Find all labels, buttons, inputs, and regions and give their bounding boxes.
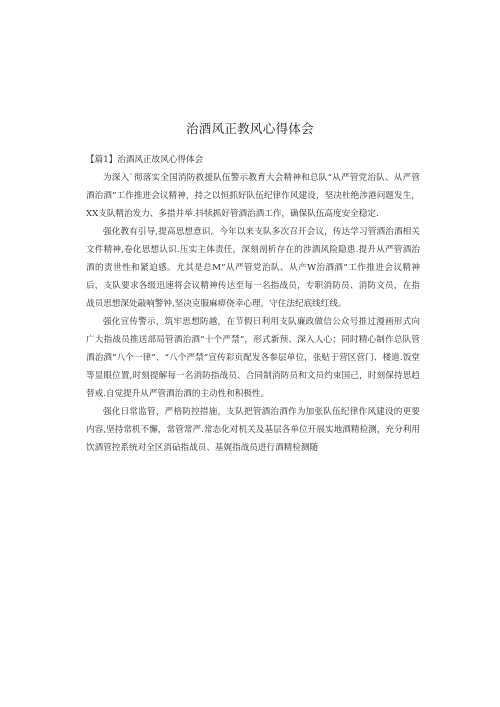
section-heading: 【篇1】治酒风正故风心得体会 [86, 155, 204, 165]
paragraph-1: 为深入`彻落实全国消防救援队伍警示教育大会精神和总队“从严管党治队、从严管酒治酒”工作推进会议精神，持之以恒抓好队伍纪律作风建设，坚决杜绝涉港问题发生，XX支队精治发力、多措并举.抖犊抓好管酒治酒工作，确保队伍高度安全稳定. [86, 173, 420, 219]
paragraph-3: 强化宣传警示，筑牢思想防越，在节假日利用支队廉政做信公众号推过漫画形式向广大指战员推送部局管酒治酒“十个严禁”，形式新预、深入人心；同时精心制作总队管酒治酒“八个一律”、“八个严禁”宣传彩页配发各参层单位，张贴于营区营门、楼道.饭堂等显眼位置,时刻提解每一名消防指战员、合同制消防员和文员约束国己，时刻保持思趋替戒.自觉提升从严管酒治酒的主动性和积极性。 [86, 317, 420, 399]
document-title: 治酒风正教风心得体会 [185, 121, 314, 136]
paragraph-2: 强化教有引导,提高思想意识。今年以来支队多次召开会议，传达学习管酒治酒相关文件精神,卷化思想认识.压实主体责任，深刻剖析存在的涉酒风险隐患.提升从严管酒治酒的责世性和紧迫感。尤其是总M“从严管党治队、从产W治酒酒”工作推进会议精神后，支队要求各级迅速将会议精神传达至每一名指战员，专职消防员、消防文员，在指战员思想深处敲响警钟,坚决克服麻痹侥幸心理，守住法纪底线红线。 [86, 227, 420, 309]
paragraph-4: 强化日常监管，严格防控措施，支队把管酒治酒作为加张队伍纪律作风建设的更要内容,坚持常机不懈，常管常严.常态化对机关及基层各单位开展实地酒精检测，充分利用饮酒管控系统对全区消砧指战员、基娓指战员进行酒精检测随 [86, 407, 420, 453]
document-body [86, 151, 420, 457]
